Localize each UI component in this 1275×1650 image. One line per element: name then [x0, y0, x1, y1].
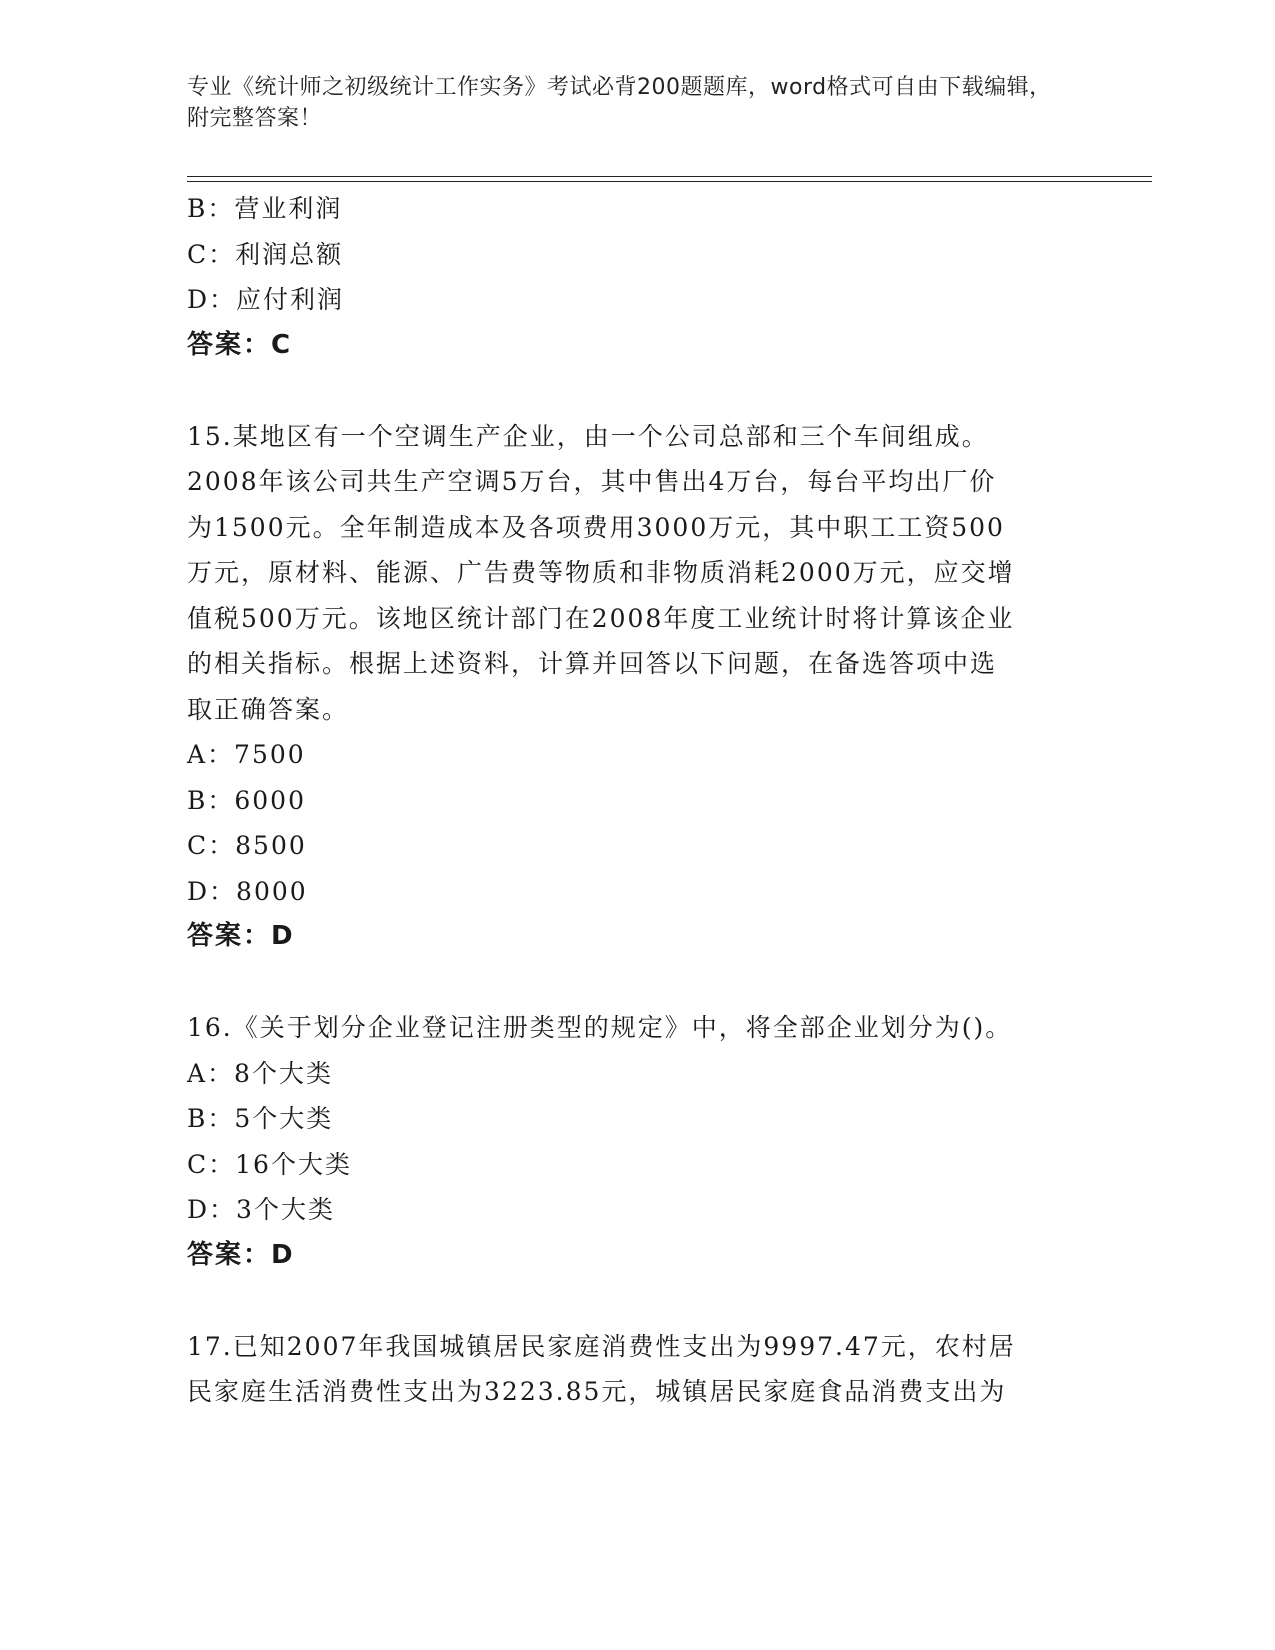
header-rule-bottom — [187, 181, 1152, 182]
question-15-line: 为1500元。全年制造成本及各项费用3000万元，其中职工工资500 — [187, 512, 1005, 542]
question-15-line: 值税500万元。该地区统计部门在2008年度工业统计时将计算该企业 — [187, 603, 1015, 633]
document-header: 专业《统计师之初级统计工作实务》考试必背200题题库，word格式可自由下载编辑，附完整答案！ — [187, 75, 1052, 131]
question-17-line: 民家庭生活消费性支出为3223.85元，城镇居民家庭食品消费支出为 — [187, 1377, 1007, 1406]
question-15 — [187, 414, 1087, 960]
option-c: C：8500 — [187, 831, 307, 860]
option-d: D：8000 — [187, 876, 308, 906]
question-15-line: 取正确答案。 — [187, 694, 350, 724]
answer-line: 答案：C — [187, 329, 293, 360]
question-16 — [187, 1005, 1087, 1278]
question-15-line: 万元，原材料、能源、广告费等物质和非物质消耗2000万元，应交增 — [187, 558, 1015, 587]
question-17 — [187, 1324, 1087, 1415]
answer-line: 答案：D — [187, 1239, 295, 1270]
option-b: B：营业利润 — [187, 194, 343, 223]
question-15-line: 15.某地区有一个空调生产企业，由一个公司总部和三个车间组成。 — [187, 421, 989, 451]
option-d: D：应付利润 — [187, 285, 345, 314]
question-15-line: 的相关指标。根据上述资料，计算并回答以下问题，在备选答项中选 — [187, 649, 998, 678]
spacer — [187, 1278, 1087, 1324]
document-body — [187, 186, 1087, 1415]
option-c: C：16个大类 — [187, 1149, 352, 1179]
option-b: B：6000 — [187, 785, 306, 815]
option-c: C：利润总额 — [187, 239, 344, 269]
option-b: B：5个大类 — [187, 1104, 334, 1133]
option-a: A：8个大类 — [187, 1058, 333, 1088]
spacer — [187, 960, 1087, 1006]
answer-line: 答案：D — [187, 921, 295, 951]
question-16-text: 16.《关于划分企业登记注册类型的规定》中，将全部企业划分为()。 — [187, 1013, 1013, 1042]
option-d: D：3个大类 — [187, 1195, 335, 1224]
header-rule-top — [187, 176, 1152, 177]
question-17-line: 17.已知2007年我国城镇居民家庭消费性支出为9997.47元，农村居 — [187, 1331, 1016, 1361]
question-15-line: 2008年该公司共生产空调5万台，其中售出4万台，每台平均出厂价 — [187, 467, 997, 496]
spacer — [187, 368, 1087, 414]
option-a: A：7500 — [187, 740, 306, 769]
